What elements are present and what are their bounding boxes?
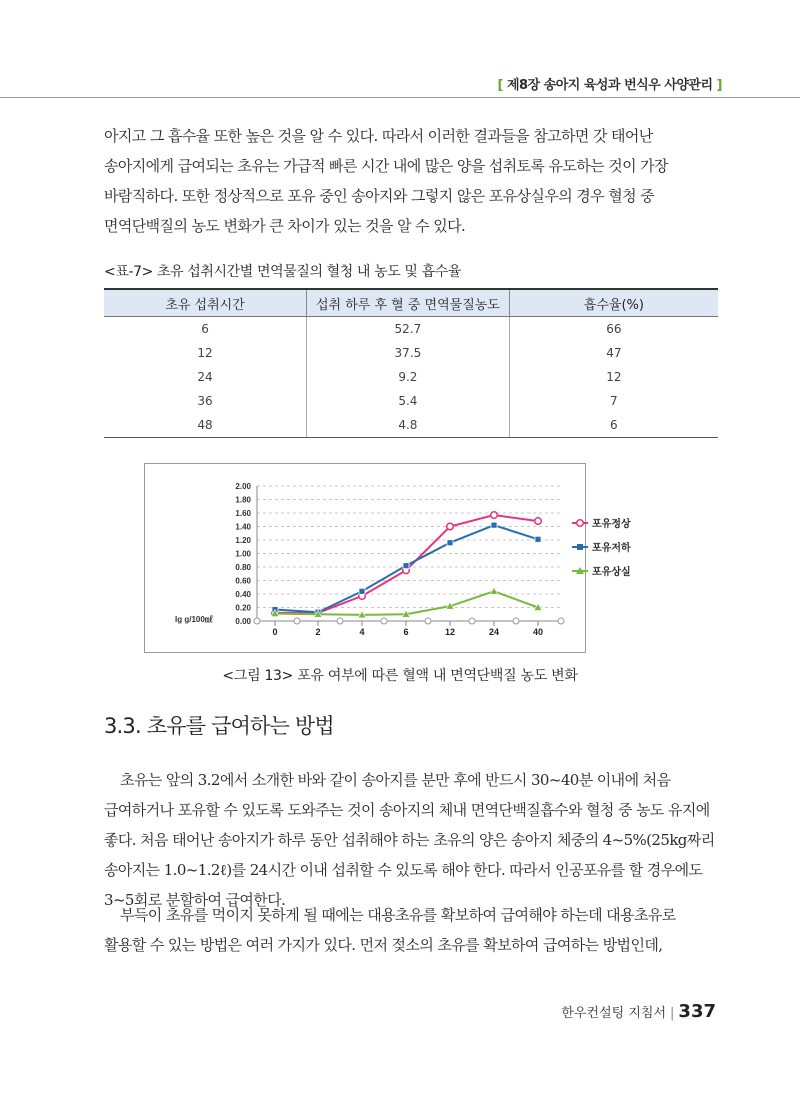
legend-label: 포유정상: [592, 519, 631, 530]
table-cell: 7: [509, 389, 718, 413]
data-point: [491, 522, 497, 528]
table-cell: 37.5: [307, 341, 510, 365]
table-cell: 12: [197, 346, 213, 360]
y-tick-label: 0.00: [235, 617, 251, 626]
y-tick-label: 1.60: [235, 509, 251, 518]
x-tick-label: 4: [359, 627, 365, 637]
table-cell: 48: [104, 413, 307, 438]
header-open-bracket: [: [497, 78, 503, 93]
paragraph-text: 부득이 초유를 먹이지 못하게 될 때에는 대용초유를 확보하여 급여해야 하는데 대용초유로 활용할 수 있는 방법은 여러 가지가 있다. 먼저 젖소의 초유를 확보하여 급여하는 방법인데,: [104, 906, 676, 954]
footer-separator: |: [670, 1006, 675, 1021]
data-point: [359, 588, 365, 594]
x-axis-marker: [294, 618, 300, 624]
x-tick-label: 6: [403, 627, 409, 637]
y-tick-label: 2.00: [235, 482, 251, 491]
data-point: [491, 512, 498, 519]
table-cell: 47: [509, 341, 718, 365]
x-tick-label: 12: [444, 627, 456, 637]
x-tick-label: 0: [272, 627, 278, 637]
y-tick-label: 1.80: [235, 495, 251, 505]
immunoglobulin-line-chart: [145, 464, 631, 652]
table-cell: 6: [509, 413, 718, 438]
header-close-bracket: ]: [716, 78, 722, 93]
table-row: [104, 365, 718, 389]
absorption-table: [104, 288, 718, 438]
table-row: [104, 389, 718, 413]
table-cell: 24: [197, 370, 213, 384]
chart-frame: [144, 463, 631, 653]
table-header-cell: 초유 섭취시간: [104, 289, 307, 317]
table-row: [104, 413, 718, 438]
legend-label: 포유저하: [592, 543, 631, 554]
x-axis-marker: [513, 618, 519, 624]
x-tick-label: 2: [315, 627, 321, 637]
x-axis-marker: [558, 618, 564, 624]
header-divider: [0, 97, 800, 98]
table-header-row: [104, 289, 718, 317]
intro-paragraph: 아지고 그 흡수율 또한 높은 것을 알 수 있다. 따라서 이러한 결과들을 참고하면 갓 태어난 송아지에게 급여되는 초유는 가급적 빠른 시간 내에 많은 양을 섭취토록 유도하는 것이 가장 바람직하다. 또한 정상적으로 포유 중인 송아지와 그렇지 않은 포유상실우의 경우 혈청 중 면역단백질의 농도 변화가 큰 차이가 있는 것을 알 수 있다.: [104, 127, 668, 235]
table-cell: 4.8: [307, 413, 510, 438]
legend-swatch-marker: [577, 544, 583, 550]
x-axis-marker: [337, 618, 343, 624]
x-axis-marker: [469, 618, 475, 624]
paragraph-text: 초유는 앞의 3.2에서 소개한 바와 같이 송아지를 분만 후에 반드시 30~40분 이내에 처음 급여하거나 포유할 수 있도록 도와주는 것이 송아지의 체내 면역단백질흡수와 혈청 중 농도 유지에 좋다. 처음 태어난 송아지가 하루 동안 섭취해야 하는 초유의 양은 송아지 체중의 4~5%(25kg짜리 송아지는 1.0~1.2ℓ)를 24시간 이내 섭취할 수 있도록 해야 한다. 따라서 인공포유를 할 경우에도 3~5회로 분할하여 급여한다.: [104, 771, 715, 909]
body-paragraph: [104, 765, 718, 915]
table-cell: 12: [509, 365, 718, 389]
table-cell: 66: [509, 317, 718, 342]
x-tick-label: 40: [532, 627, 544, 637]
table-caption: <표-7> 초유 섭취시간별 면역물질의 혈청 내 농도 및 흡수율: [104, 264, 461, 280]
table-header-cell: 흡수율(%): [509, 289, 718, 317]
running-header: [498, 74, 723, 93]
table-cell: 6: [201, 322, 209, 336]
y-tick-label: 0.20: [235, 603, 251, 613]
y-tick-label: 0.80: [235, 563, 251, 572]
data-point: [535, 518, 542, 525]
body-paragraph: [104, 900, 718, 960]
x-axis-marker: [425, 618, 431, 624]
table-row: [104, 317, 718, 342]
legend-label: 포유상실: [592, 567, 631, 578]
figure-caption: <그림 13> 포유 여부에 따른 혈액 내 면역단백질 농도 변화: [222, 668, 578, 684]
section-title: 3.3. 초유를 급여하는 방법: [104, 714, 334, 738]
table-cell: 9.2: [307, 365, 510, 389]
y-tick-label: 1.00: [235, 549, 251, 559]
book-title: 한우컨설팅 지침서: [561, 1006, 667, 1021]
x-axis-marker: [254, 618, 260, 624]
y-tick-label: 1.20: [235, 536, 251, 545]
data-point: [447, 523, 454, 530]
data-point: [535, 536, 541, 542]
chapter-title: 제8장 송아지 육성과 번식우 사양관리: [506, 78, 713, 93]
data-point: [447, 540, 453, 546]
table-row: [104, 341, 718, 365]
table-cell: 36: [197, 394, 213, 408]
x-tick-label: 24: [488, 627, 500, 637]
table-cell: 5.4: [307, 389, 510, 413]
y-tick-label: 0.60: [235, 576, 251, 586]
data-point: [490, 587, 498, 594]
table-cell: 52.7: [307, 317, 510, 342]
data-point: [403, 563, 409, 569]
page-footer: [561, 1001, 716, 1022]
page-number: 337: [678, 1001, 716, 1022]
table-header-cell: 섭취 하루 후 혈 중 면역물질농도: [307, 289, 510, 317]
y-tick-label: 0.40: [235, 590, 251, 599]
legend-swatch-marker: [577, 520, 584, 527]
x-axis-marker: [381, 618, 387, 624]
y-tick-label: 1.40: [235, 522, 251, 532]
y-axis-label: Ig g/100㎖: [175, 615, 213, 624]
